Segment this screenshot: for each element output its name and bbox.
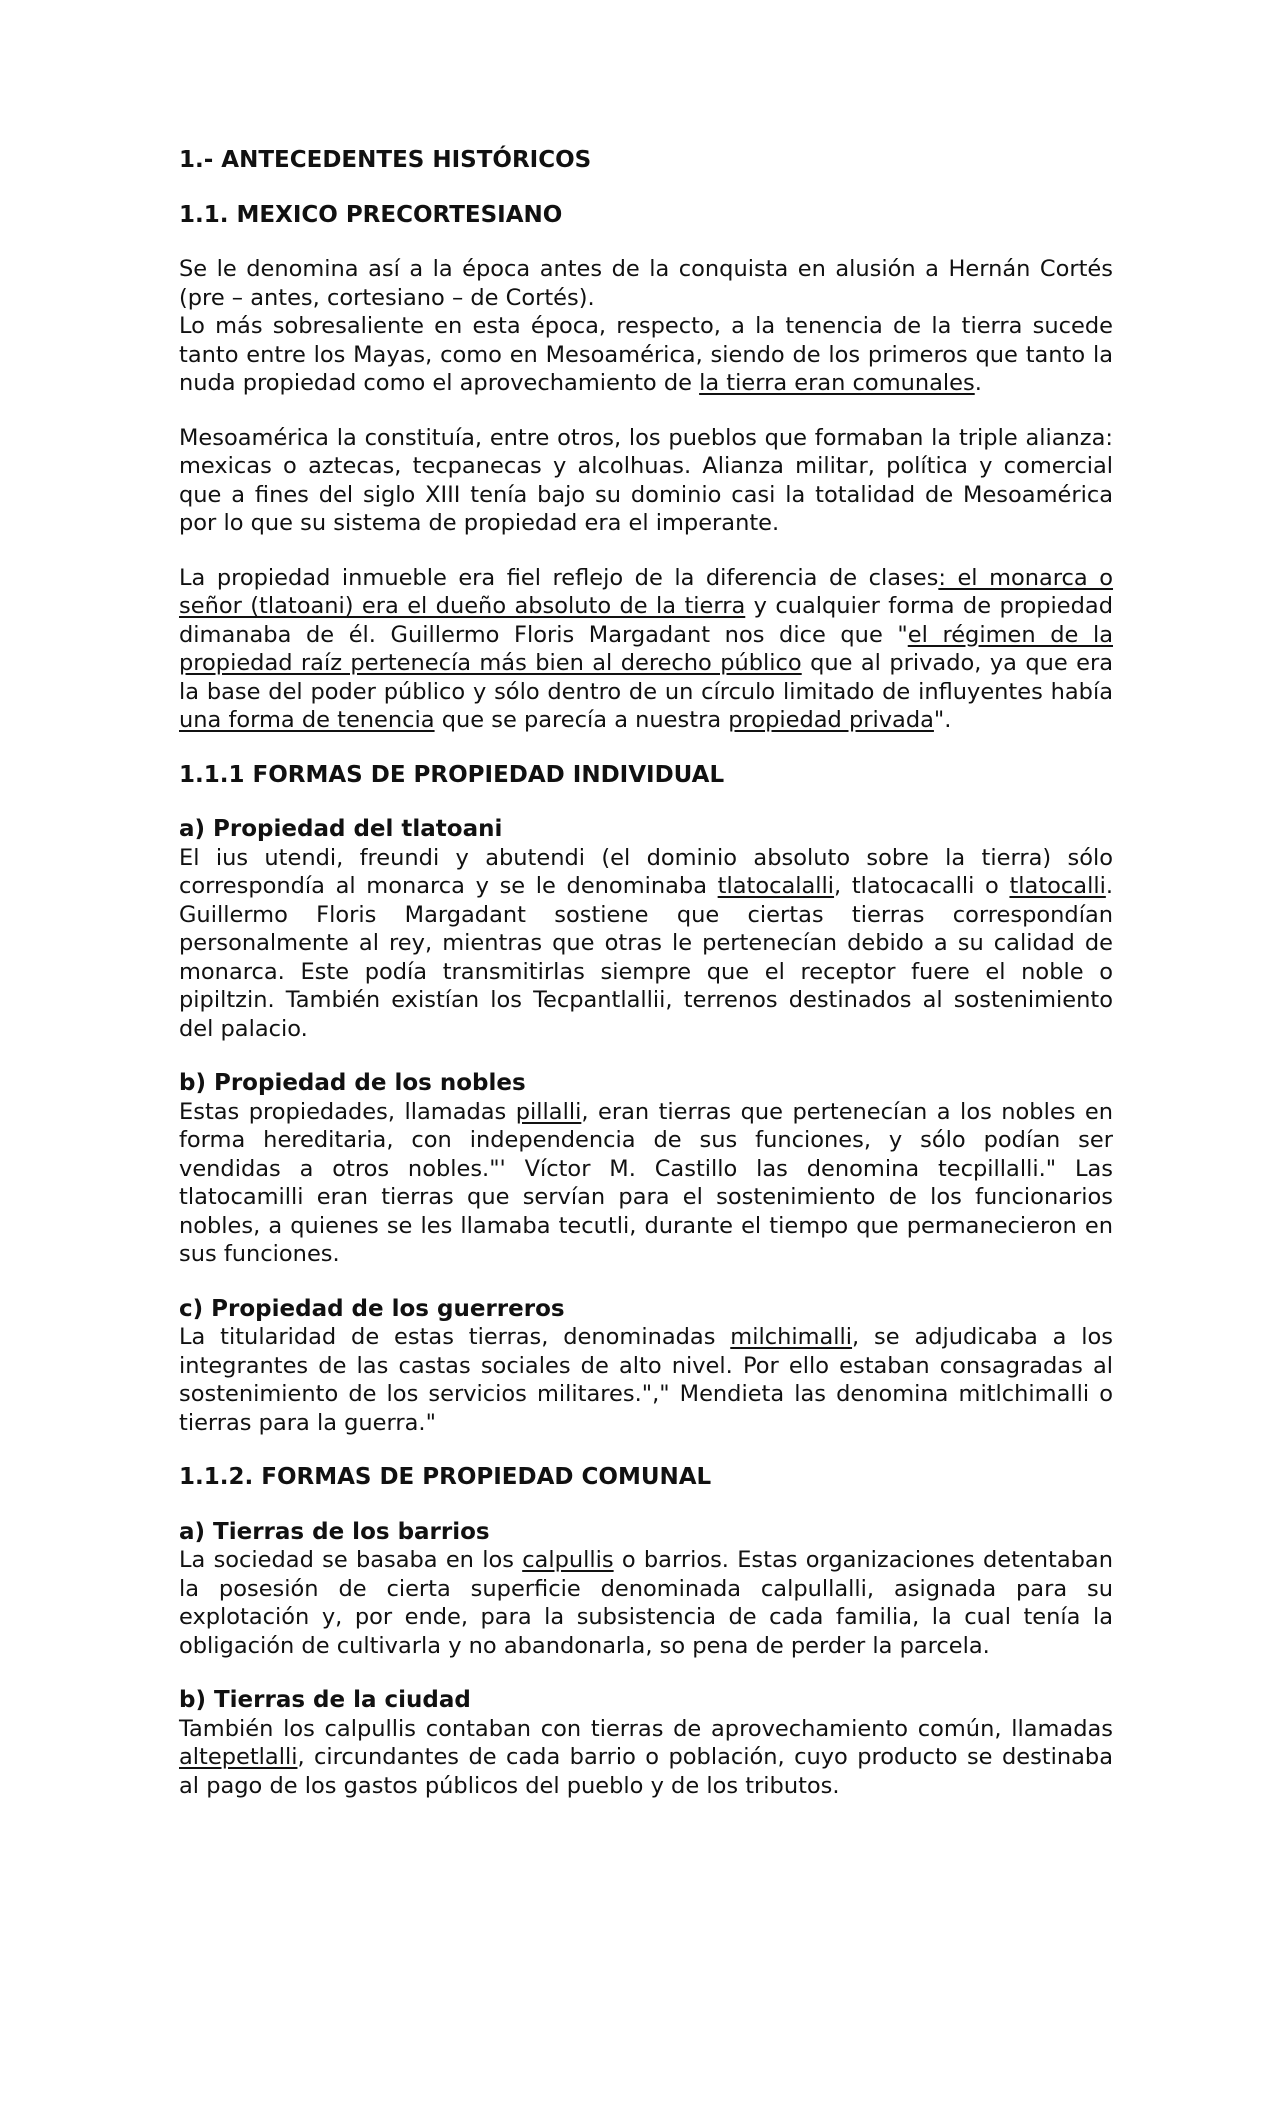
heading-propiedad-comunal: 1.1.2. FORMAS DE PROPIEDAD COMUNAL [179, 1464, 712, 1490]
text-run: Lo más sobresaliente en esta época, respecto, a la tenencia de la tierra sucede tanto entre los Mayas, como en Mesoamérica, siendo de los primeros que tanto la nuda propiedad como el aprovechamiento de [179, 313, 1113, 396]
text-run: , tlatocacalli o [834, 873, 1010, 899]
underlined-text: propiedad privada [728, 707, 934, 733]
paragraph-guerreros [179, 1323, 1113, 1437]
text-run: y cualquier forma de propiedad dimanaba de él. Guillermo Floris Margadant nos dice que " [179, 593, 1113, 648]
text-run: que al privado, ya que era la base del poder público y sólo dentro de un círculo limitado de influyentes había [179, 650, 1113, 705]
underlined-text: el régimen de la propiedad raíz pertenecía más bien al derecho público [179, 621, 1113, 676]
text-run: La propiedad inmueble era fiel reflejo de la diferencia de clases [179, 564, 939, 591]
text-run: , circundantes de cada barrio o población, cuyo producto se destinaba al pago de los gastos públicos del pueblo y de los tributos. [179, 1744, 1113, 1799]
heading-mexico-precortesiano: 1.1. MEXICO PRECORTESIANO [179, 201, 563, 228]
underlined-text: una forma de tenencia [179, 707, 435, 733]
underlined-text: : el monarca o señor (tlatoani) era el dueño absoluto de la tierra [179, 564, 1114, 619]
heading-antecedentes: 1.- ANTECEDENTES HISTÓRICOS [179, 147, 592, 173]
text-run: También los calpullis contaban con tierras de aprovechamiento común, llamadas [179, 1715, 1113, 1742]
text-run: Estas propiedades, llamadas [179, 1098, 516, 1125]
underlined-text: tlatocalalli [717, 873, 835, 899]
heading-propiedad-guerreros: c) Propiedad de los guerreros [179, 1295, 565, 1322]
paragraph-barrios [179, 1546, 1113, 1660]
text-run: . [974, 370, 982, 396]
heading-tierras-barrios: a) Tierras de los barrios [179, 1518, 490, 1545]
heading-propiedad-individual: 1.1.1 FORMAS DE PROPIEDAD INDIVIDUAL [179, 761, 725, 788]
paragraph-nobles [179, 1098, 1113, 1269]
underlined-text: tlatocalli [1009, 873, 1106, 899]
text-run: El ius utendi, freundi y abutendi (el dominio absoluto sobre la tierra) sólo correspondía al monarca y se le denominaba [179, 844, 1113, 899]
document-page [179, 146, 1113, 1800]
paragraph-tlatoani [179, 844, 1113, 1044]
underlined-text: la tierra eran comunales [699, 370, 975, 396]
underlined-text: pillalli [515, 1098, 582, 1125]
text-run: . Guillermo Floris Margadant sostiene que ciertas tierras correspondían personalmente al rey, mientras que otras le pertenecían debido a su calidad de monarca. Este podía transmitirlas siempre que el receptor fuere el noble o pipiltzin. También existían los Tecpantlallii, terrenos destinados al sostenimiento del palacio. [179, 873, 1113, 1042]
text-run: que se parecía a nuestra [434, 707, 729, 733]
text-run: La titularidad de estas tierras, denominadas [179, 1324, 731, 1350]
text-run: , eran tierras que pertenecían a los nobles en forma hereditaria, con independencia de sus funciones, y sólo podían ser vendidas a otros nobles."' Víctor M. Castillo las denomina tecpillalli." Las tlatocamilli eran tierras que servían para el sostenimiento de los funcionarios nobles, a quienes se les llamaba tecutli, durante el tiempo que permanecieron en sus funciones. [179, 1098, 1113, 1267]
paragraph-mesoamerica: Mesoamérica la constituía, entre otros, los pueblos que formaban la triple alianza: mexicas o aztecas, tecpanecas y alcolhuas. Alianza militar, política y comercial que a fines del siglo XIII tenía bajo su dominio casi la totalidad de Mesoamérica por lo que su sistema de propiedad era el imperante. [179, 424, 1113, 536]
paragraph-propiedad-inmueble [179, 564, 1113, 735]
underlined-text: altepetlalli [179, 1744, 298, 1770]
text-run: , se adjudicaba a los integrantes de las castas sociales de alto nivel. Por ello estaban consagradas al sostenimiento de los servicios militares."," Mendieta las denomina mitlchimalli o tierras para la guerra." [179, 1324, 1113, 1436]
paragraph-denominacion: Se le denomina así a la época antes de la conquista en alusión a Hernán Cortés (pre – antes, cortesiano – de Cortés). [179, 256, 1113, 311]
paragraph-ciudad [179, 1715, 1113, 1801]
underlined-text: milchimalli [730, 1324, 853, 1350]
paragraph-sobresaliente [179, 312, 1113, 398]
heading-tierras-ciudad: b) Tierras de la ciudad [179, 1687, 471, 1713]
heading-propiedad-nobles: b) Propiedad de los nobles [179, 1070, 526, 1096]
text-run: o barrios. Estas organizaciones detentaban la posesión de cierta superficie denominada calpullalli, asignada para su explotación y, por ende, para la subsistencia de cada familia, la cual tenía la obligación de cultivarla y no abandonarla, so pena de perder la parcela. [179, 1547, 1113, 1659]
text-run: La sociedad se basaba en los [179, 1547, 523, 1573]
heading-propiedad-tlatoani: a) Propiedad del tlatoani [179, 816, 503, 842]
text-run: ". [933, 707, 952, 733]
underlined-text: calpullis [522, 1547, 614, 1573]
